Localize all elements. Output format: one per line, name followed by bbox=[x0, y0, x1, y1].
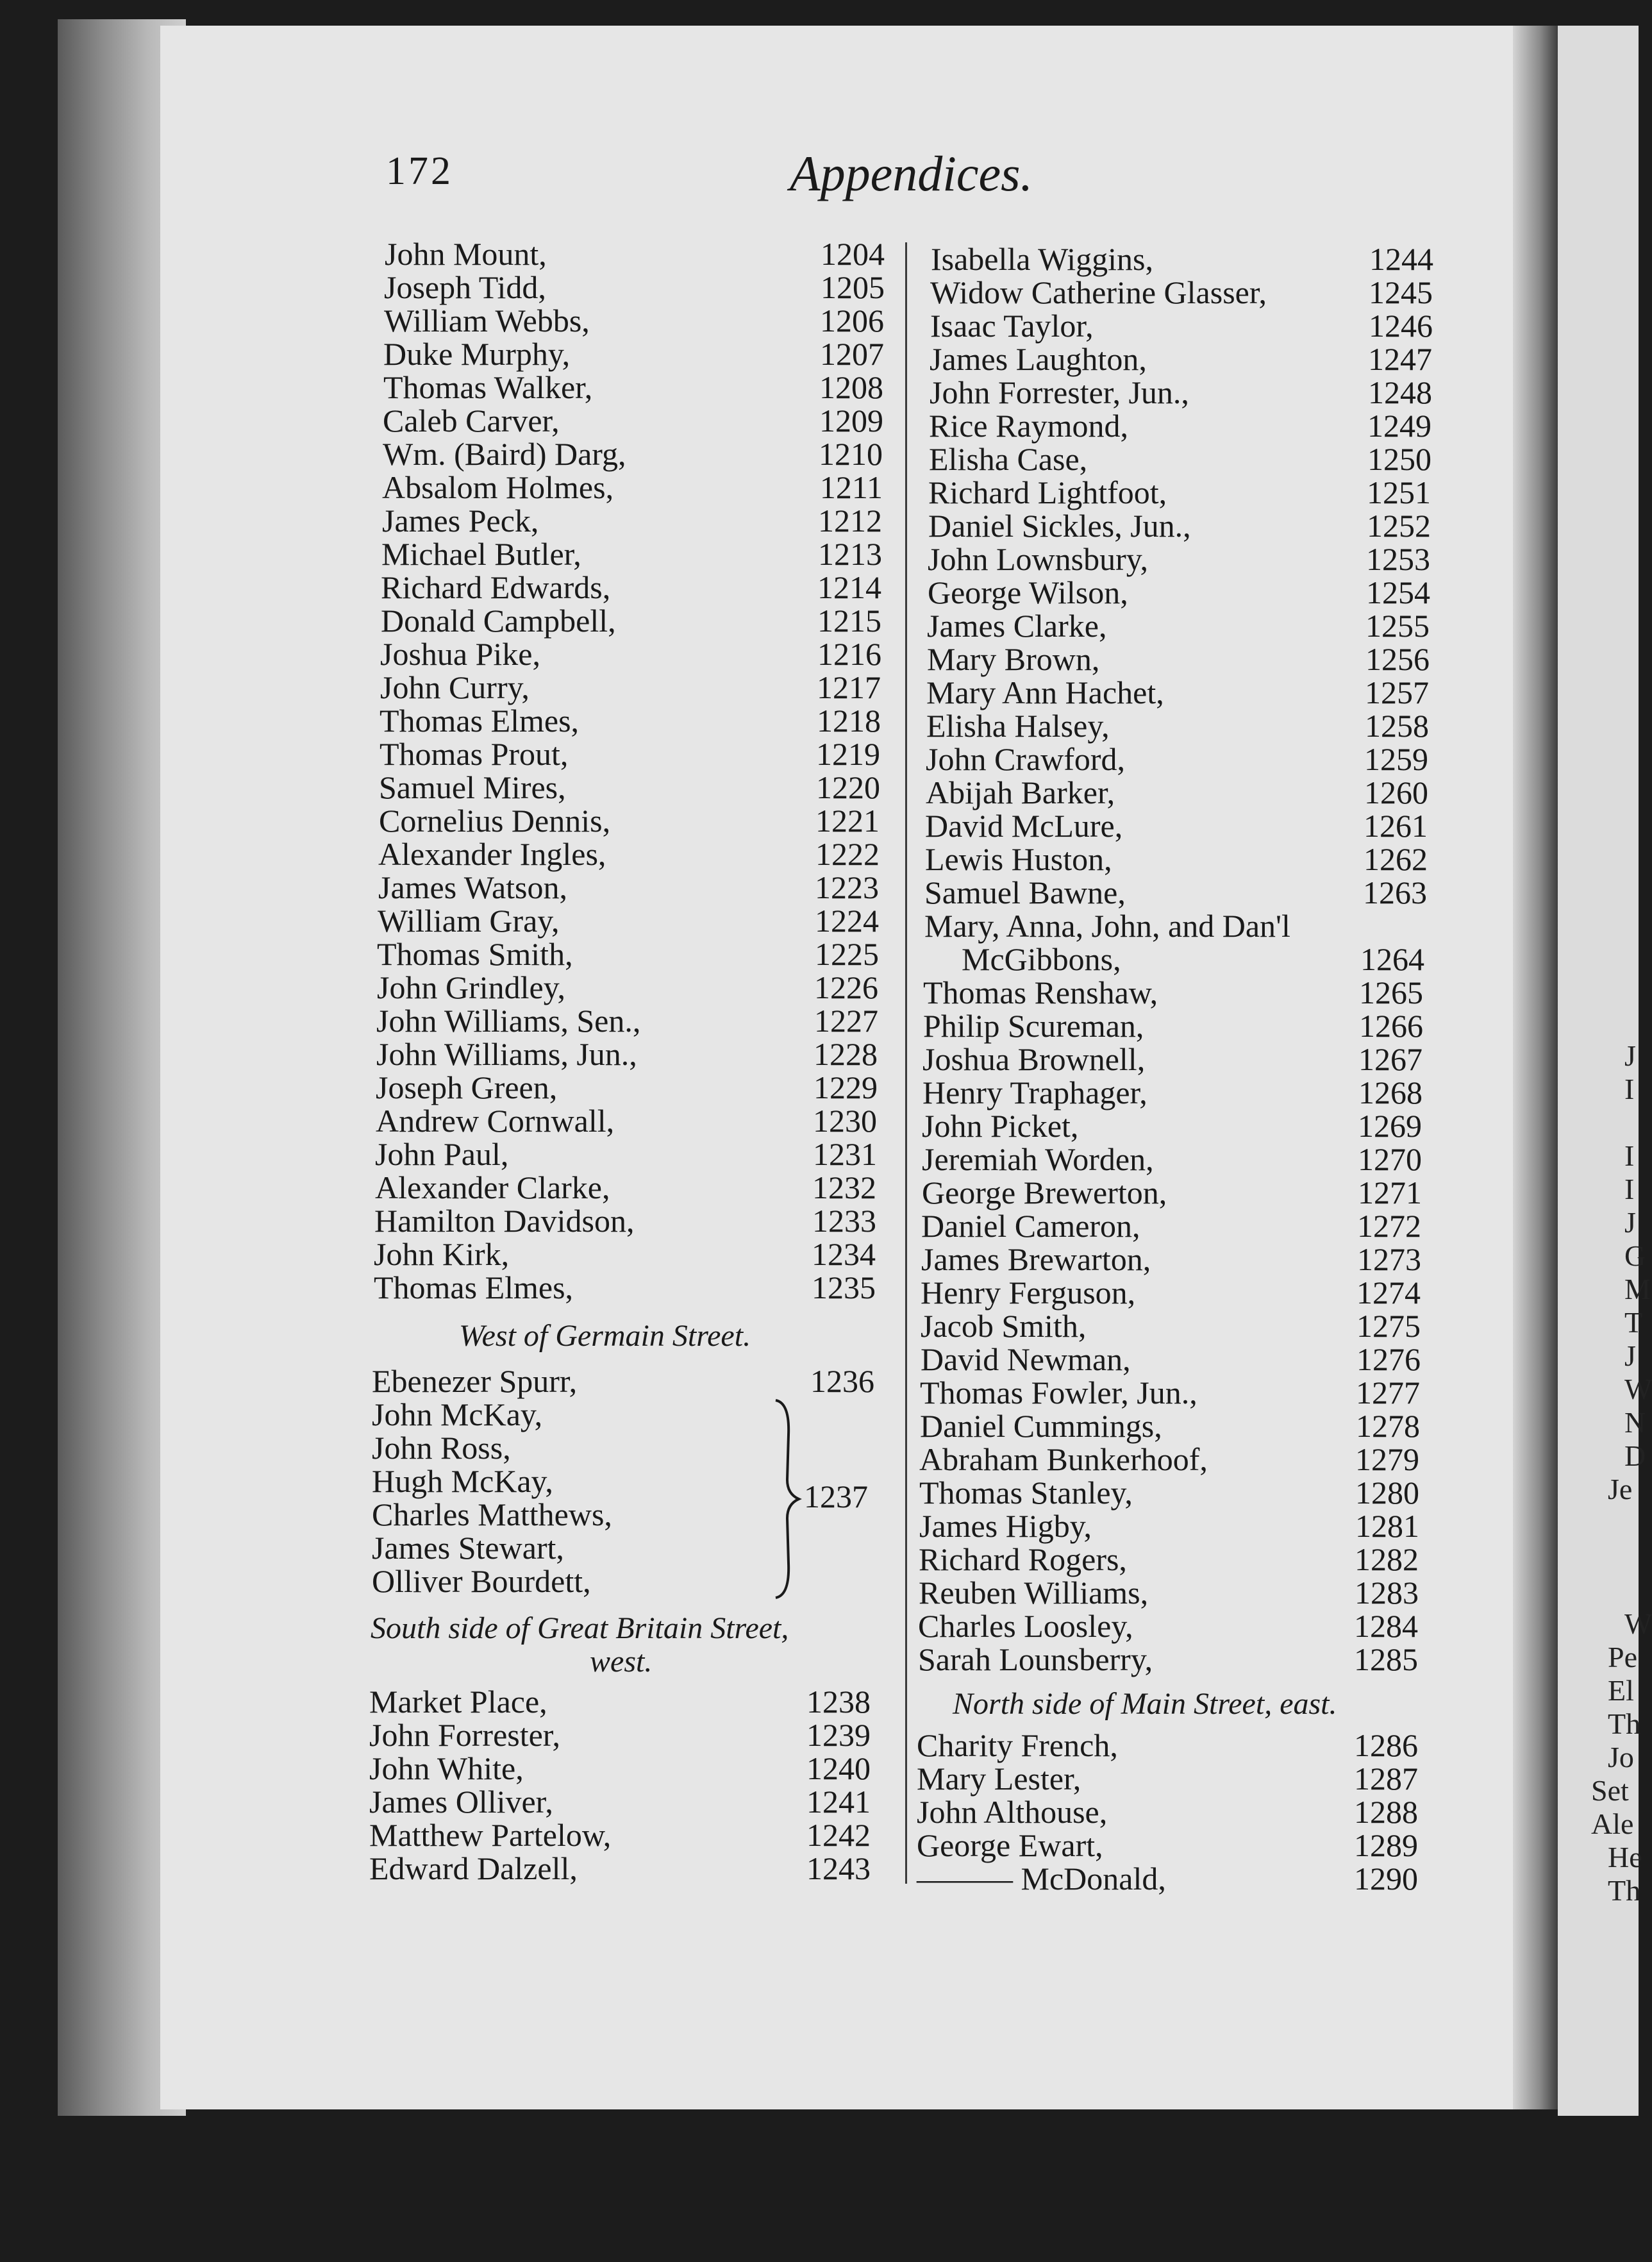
facing-page-text: D bbox=[1624, 1439, 1646, 1472]
entry-name: Hugh McKay, bbox=[372, 1463, 553, 1499]
entry-number: 1249 bbox=[1367, 408, 1431, 444]
entry-number: 1270 bbox=[1358, 1141, 1422, 1177]
entry-name: Thomas Prout, bbox=[380, 736, 569, 772]
entry-number: 1240 bbox=[806, 1750, 871, 1786]
entry-name: Henry Traphager, bbox=[922, 1075, 1147, 1110]
entry-name: Absalom Holmes, bbox=[382, 469, 614, 505]
facing-page-text: T bbox=[1624, 1306, 1643, 1339]
entry-name: William Webbs, bbox=[384, 303, 590, 339]
entry-name: James Clarke, bbox=[927, 608, 1107, 644]
entry-name: William Gray, bbox=[378, 903, 560, 939]
entry-number: 1271 bbox=[1358, 1175, 1422, 1211]
entry-name: Michael Butler, bbox=[381, 536, 581, 572]
entry-number: 1223 bbox=[815, 869, 879, 905]
entry-number: 1283 bbox=[1355, 1575, 1419, 1611]
entry-name: John Crawford, bbox=[926, 741, 1126, 777]
entry-name: Mary Brown, bbox=[927, 641, 1100, 677]
facing-page-text: He bbox=[1608, 1841, 1642, 1873]
page-number: 172 bbox=[386, 149, 453, 193]
entry-name: James Brewarton, bbox=[921, 1241, 1151, 1277]
entry-name: Philip Scureman, bbox=[923, 1008, 1144, 1044]
entry-name: John Forrester, bbox=[369, 1717, 560, 1753]
entry-number: 1287 bbox=[1354, 1761, 1418, 1797]
entry-number: 1236 bbox=[810, 1363, 874, 1399]
entry-number: 1280 bbox=[1355, 1475, 1419, 1511]
entry-name: George Wilson, bbox=[928, 574, 1128, 610]
entry-number: 1281 bbox=[1355, 1508, 1419, 1544]
entry-name: Charity French, bbox=[917, 1727, 1118, 1763]
facing-page-text: Je bbox=[1608, 1473, 1633, 1505]
entry-name: Market Place, bbox=[369, 1684, 547, 1720]
entry-name: Jacob Smith, bbox=[921, 1308, 1087, 1344]
entry-name: Jeremiah Worden, bbox=[922, 1141, 1154, 1177]
entry-number: 1268 bbox=[1358, 1075, 1423, 1110]
entry-number: 1239 bbox=[806, 1717, 871, 1753]
entry-name: Abraham Bunkerhoof, bbox=[919, 1441, 1208, 1477]
facing-page-text: G bbox=[1624, 1239, 1646, 1272]
entry-name: Ebenezer Spurr, bbox=[372, 1363, 578, 1399]
entry-number: 1205 bbox=[821, 269, 885, 305]
entry-number: 1231 bbox=[813, 1136, 877, 1172]
entry-number: 1250 bbox=[1367, 441, 1431, 477]
entry-number: 1245 bbox=[1369, 274, 1433, 310]
entry-number: 1267 bbox=[1358, 1041, 1423, 1077]
entry-number: 1256 bbox=[1365, 641, 1430, 677]
entry-name: Samuel Mires, bbox=[379, 769, 566, 805]
entry-name: David McLure, bbox=[925, 808, 1123, 844]
facing-page-text: I bbox=[1624, 1139, 1635, 1172]
entry-number: 1265 bbox=[1359, 975, 1423, 1010]
entry-number: 1264 bbox=[1360, 941, 1424, 977]
entry-number: 1209 bbox=[819, 403, 883, 439]
facing-page-text: W bbox=[1624, 1607, 1652, 1640]
entry-number: 1224 bbox=[815, 903, 879, 939]
entry-number: 1279 bbox=[1355, 1441, 1419, 1477]
facing-page-text: J bbox=[1624, 1339, 1636, 1372]
facing-page-text: N bbox=[1624, 1406, 1646, 1439]
entry-number: 1258 bbox=[1365, 708, 1429, 744]
entry-number: 1206 bbox=[820, 303, 884, 339]
entry-number: 1229 bbox=[813, 1069, 878, 1105]
entry-name: Thomas Renshaw, bbox=[923, 975, 1158, 1010]
entry-name: Thomas Elmes, bbox=[380, 703, 580, 739]
entry-name: Richard Lightfoot, bbox=[928, 474, 1167, 510]
entry-number: 1260 bbox=[1364, 775, 1428, 810]
facing-page-text: J bbox=[1624, 1039, 1636, 1072]
section-heading: South side of Great Britain Street, bbox=[371, 1611, 789, 1645]
entry-name: John White, bbox=[369, 1750, 524, 1786]
entry-number: 1285 bbox=[1354, 1641, 1418, 1677]
entry-number: 1282 bbox=[1355, 1541, 1419, 1577]
facing-page-text: Th bbox=[1608, 1707, 1641, 1740]
entry-number: 1278 bbox=[1356, 1408, 1420, 1444]
entry-number: 1244 bbox=[1369, 241, 1433, 277]
entry-name: John Williams, Sen., bbox=[376, 1003, 641, 1039]
column-divider bbox=[905, 242, 907, 1884]
entry-name: Charles Matthews, bbox=[372, 1496, 612, 1532]
entry-name: John McKay, bbox=[372, 1396, 543, 1432]
entry-name: John Paul, bbox=[375, 1136, 509, 1172]
entry-name: John Kirk, bbox=[374, 1236, 510, 1272]
entry-name: Elisha Case, bbox=[929, 441, 1088, 477]
entry-number: 1213 bbox=[818, 536, 882, 572]
entry-name: Caleb Carver, bbox=[383, 403, 560, 439]
entry-number: 1219 bbox=[816, 736, 880, 772]
facing-page-text: El bbox=[1608, 1674, 1634, 1707]
entry-number: 1253 bbox=[1366, 541, 1430, 577]
entry-number: 1286 bbox=[1354, 1727, 1418, 1763]
entry-number: 1238 bbox=[806, 1684, 871, 1720]
facing-page-text: Set bbox=[1591, 1774, 1629, 1807]
entry-number: 1273 bbox=[1357, 1241, 1421, 1277]
entry-number: 1214 bbox=[817, 569, 881, 605]
entry-name: Wm. (Baird) Darg, bbox=[383, 436, 626, 472]
entry-name: Hamilton Davidson, bbox=[374, 1203, 635, 1239]
entry-name: Widow Catherine Glasser, bbox=[930, 274, 1267, 310]
entry-number: 1207 bbox=[820, 336, 884, 372]
entry-number: 1225 bbox=[815, 936, 879, 972]
entry-number: 1277 bbox=[1356, 1375, 1420, 1411]
entry-number: 1261 bbox=[1364, 808, 1428, 844]
entry-name: John Curry, bbox=[380, 669, 530, 705]
entry-name: Thomas Fowler, Jun., bbox=[920, 1375, 1197, 1411]
entry-name: Mary, Anna, John, and Dan'l bbox=[924, 908, 1290, 944]
entry-name: Rice Raymond, bbox=[929, 408, 1129, 444]
entry-name: Elisha Halsey, bbox=[926, 708, 1110, 744]
entry-number: 1276 bbox=[1356, 1341, 1421, 1377]
entry-number: 1241 bbox=[806, 1784, 871, 1820]
entry-number: 1263 bbox=[1363, 875, 1427, 910]
entry-name: Cornelius Dennis, bbox=[379, 803, 611, 839]
entry-name: Isaac Taylor, bbox=[930, 308, 1094, 344]
entry-number: 1234 bbox=[812, 1236, 876, 1272]
section-heading: North side of Main Street, east. bbox=[953, 1687, 1337, 1721]
entry-number: 1204 bbox=[821, 236, 885, 272]
entry-number: 1211 bbox=[819, 469, 883, 505]
entry-name: Alexander Ingles, bbox=[378, 836, 606, 872]
entry-number: 1226 bbox=[814, 969, 878, 1005]
entry-name: Andrew Cornwall, bbox=[376, 1103, 615, 1139]
page-title: Appendices. bbox=[790, 146, 1033, 201]
entry-name: Henry Ferguson, bbox=[921, 1275, 1136, 1311]
entry-name: McGibbons, bbox=[962, 941, 1121, 977]
entry-name: Joseph Green, bbox=[376, 1069, 558, 1105]
entry-number: 1243 bbox=[806, 1850, 871, 1886]
entry-name: James Watson, bbox=[378, 869, 568, 905]
entry-number: 1247 bbox=[1368, 341, 1432, 377]
entry-name: Joshua Brownell, bbox=[922, 1041, 1146, 1077]
entry-name: David Newman, bbox=[921, 1341, 1131, 1377]
entry-name: Thomas Walker, bbox=[383, 369, 593, 405]
entry-name: Daniel Cummings, bbox=[920, 1408, 1162, 1444]
entry-name: Mary Ann Hachet, bbox=[926, 674, 1164, 710]
entry-name: James Higby, bbox=[919, 1508, 1092, 1544]
entry-number: 1288 bbox=[1354, 1794, 1418, 1830]
entry-name: Isabella Wiggins, bbox=[931, 241, 1153, 277]
entry-name: Thomas Elmes, bbox=[374, 1269, 574, 1305]
entry-name: John Ross, bbox=[372, 1430, 511, 1466]
entry-name: George Ewart, bbox=[917, 1827, 1103, 1863]
entry-name: Charles Loosley, bbox=[918, 1608, 1133, 1644]
entry-name: ——— McDonald, bbox=[917, 1861, 1166, 1897]
entry-name: James Laughton, bbox=[930, 341, 1147, 377]
entry-name: Joshua Pike, bbox=[380, 636, 540, 672]
entry-number: 1252 bbox=[1367, 508, 1431, 544]
entry-name: Richard Rogers, bbox=[919, 1541, 1127, 1577]
entry-name: John Williams, Jun., bbox=[376, 1036, 637, 1072]
entry-number: 1262 bbox=[1364, 841, 1428, 877]
entry-name: Donald Campbell, bbox=[381, 603, 616, 639]
entry-number: 1254 bbox=[1366, 574, 1430, 610]
entry-name: James Olliver, bbox=[369, 1784, 553, 1820]
entry-number: 1210 bbox=[819, 436, 883, 472]
facing-page-text: Jo bbox=[1608, 1741, 1634, 1773]
entry-number: 1251 bbox=[1367, 474, 1431, 510]
entry-number: 1227 bbox=[814, 1003, 878, 1039]
entry-number: 1230 bbox=[813, 1103, 877, 1139]
entry-number: 1215 bbox=[817, 603, 881, 639]
entry-number: 1275 bbox=[1356, 1308, 1421, 1344]
entry-name: James Stewart, bbox=[372, 1530, 564, 1566]
entry-number: 1266 bbox=[1359, 1008, 1423, 1044]
entry-number: 1235 bbox=[812, 1269, 876, 1305]
entry-number: 1242 bbox=[806, 1817, 871, 1853]
entry-number: 1220 bbox=[816, 769, 880, 805]
entry-name: Lewis Huston, bbox=[925, 841, 1112, 877]
entry-number: 1222 bbox=[815, 836, 880, 872]
entry-name: Abijah Barker, bbox=[926, 775, 1115, 810]
entry-number: 1233 bbox=[812, 1203, 876, 1239]
entry-number: 1269 bbox=[1358, 1108, 1422, 1144]
facing-page bbox=[1558, 26, 1652, 2116]
facing-page-text: Th bbox=[1608, 1874, 1641, 1907]
entry-number: 1272 bbox=[1357, 1208, 1421, 1244]
entry-name: Joseph Tidd, bbox=[384, 269, 546, 305]
entry-name: Sarah Lounsberry, bbox=[918, 1641, 1153, 1677]
brace-number: 1237 bbox=[804, 1479, 868, 1514]
brace-icon bbox=[768, 1396, 806, 1602]
entry-name: John Lownsbury, bbox=[928, 541, 1148, 577]
entry-name: James Peck, bbox=[382, 503, 539, 539]
entry-name: John Grindley, bbox=[377, 969, 565, 1005]
entry-name: Daniel Sickles, Jun., bbox=[928, 508, 1191, 544]
entry-number: 1208 bbox=[819, 369, 883, 405]
entry-number: 1284 bbox=[1354, 1608, 1418, 1644]
entry-name: George Brewerton, bbox=[922, 1175, 1167, 1211]
entry-number: 1221 bbox=[815, 803, 880, 839]
facing-page-text: I bbox=[1624, 1073, 1635, 1105]
entry-name: Samuel Bawne, bbox=[924, 875, 1126, 910]
entry-number: 1246 bbox=[1369, 308, 1433, 344]
facing-page-text: J bbox=[1624, 1206, 1636, 1239]
entry-number: 1232 bbox=[812, 1169, 876, 1205]
entry-name: Richard Edwards, bbox=[381, 569, 611, 605]
entry-name: Thomas Smith, bbox=[377, 936, 573, 972]
entry-name: John Althouse, bbox=[917, 1794, 1108, 1830]
entry-name: Thomas Stanley, bbox=[919, 1475, 1133, 1511]
entry-number: 1290 bbox=[1354, 1861, 1418, 1897]
entry-name: John Picket, bbox=[922, 1108, 1079, 1144]
entry-number: 1248 bbox=[1368, 374, 1432, 410]
entry-name: Reuben Williams, bbox=[919, 1575, 1149, 1611]
facing-page-text: Pe bbox=[1608, 1641, 1637, 1673]
entry-name: Edward Dalzell, bbox=[369, 1850, 578, 1886]
section-heading: West of Germain Street. bbox=[459, 1319, 751, 1353]
entry-number: 1274 bbox=[1356, 1275, 1421, 1311]
entry-name: Matthew Partelow, bbox=[369, 1817, 612, 1853]
entry-name: John Mount, bbox=[385, 236, 547, 272]
entry-name: Daniel Cameron, bbox=[921, 1208, 1140, 1244]
facing-page-text: W bbox=[1624, 1373, 1652, 1405]
entry-number: 1217 bbox=[817, 669, 881, 705]
facing-page-text: I bbox=[1624, 1173, 1635, 1205]
entry-number: 1289 bbox=[1354, 1827, 1418, 1863]
entry-name: Alexander Clarke, bbox=[375, 1169, 610, 1205]
facing-page-text: M bbox=[1624, 1273, 1651, 1305]
entry-number: 1216 bbox=[817, 636, 881, 672]
entry-name: Olliver Bourdett, bbox=[372, 1563, 591, 1599]
entry-number: 1212 bbox=[818, 503, 882, 539]
book-gutter bbox=[1513, 26, 1558, 2109]
facing-page-text: Ale bbox=[1591, 1807, 1634, 1840]
entry-number: 1257 bbox=[1365, 674, 1429, 710]
entry-number: 1218 bbox=[817, 703, 881, 739]
entry-name: John Forrester, Jun., bbox=[930, 374, 1189, 410]
section-heading-continued: west. bbox=[590, 1645, 653, 1679]
entry-name: Mary Lester, bbox=[917, 1761, 1081, 1797]
entry-number: 1228 bbox=[813, 1036, 878, 1072]
entry-number: 1255 bbox=[1365, 608, 1430, 644]
entry-number: 1259 bbox=[1364, 741, 1428, 777]
entry-name: Duke Murphy, bbox=[383, 336, 571, 372]
